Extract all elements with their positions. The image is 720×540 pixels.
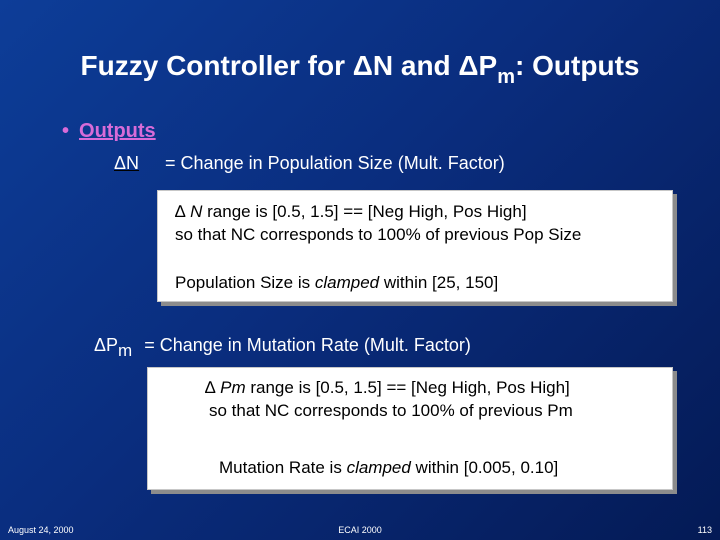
delta-n-info-box <box>157 190 673 302</box>
footer-venue: ECAI 2000 <box>338 525 382 535</box>
clamp-prefix: Population Size is <box>175 273 315 292</box>
bullet-label: Outputs <box>79 120 156 142</box>
footer-page-number: 113 <box>697 525 712 535</box>
delta-glyph: ∆ <box>175 202 186 221</box>
range-text: range is [0.5, 1.5] == [Neg High, Pos High] <box>245 378 570 397</box>
clamp-suffix: within [25, 150] <box>379 273 499 292</box>
delta-n-definition <box>94 153 505 174</box>
bullet-marker: • <box>62 120 70 142</box>
delta-n-symbol: ΔN <box>114 153 140 173</box>
delta-n-clamp-line <box>175 272 498 294</box>
delta-pm-definition <box>94 335 471 360</box>
delta-n-range-line <box>175 201 527 223</box>
clamp-prefix: Mutation Rate is <box>219 458 347 477</box>
outputs-bullet <box>62 120 156 143</box>
delta-pm-info-box <box>147 367 673 490</box>
title-text: Fuzzy Controller for ΔN and ΔP <box>80 50 498 81</box>
delta-pm-nc-line: so that NC corresponds to 100% of previous Pm <box>209 401 573 420</box>
range-text: range is [0.5, 1.5] == [Neg High, Pos High] <box>202 202 527 221</box>
delta-pm-clamp-line <box>219 457 558 479</box>
delta-pm-symbol: ΔP <box>94 335 119 355</box>
slide-title <box>0 50 720 88</box>
clamp-emphasis: clamped <box>346 458 411 477</box>
delta-pm-subscript: m <box>118 341 133 360</box>
title-subscript: m <box>497 66 516 88</box>
delta-pm-description: = Change in Mutation Rate (Mult. Factor) <box>144 335 471 355</box>
range-variable: N <box>190 202 203 221</box>
clamp-emphasis: clamped <box>314 273 380 292</box>
footer-date: August 24, 2000 <box>8 525 74 535</box>
clamp-suffix: within [0.005, 0.10] <box>410 458 559 477</box>
delta-n-nc-line: so that NC corresponds to 100% of previous Pop Size <box>175 225 582 244</box>
range-variable: Pm <box>220 378 246 397</box>
delta-glyph: ∆ <box>205 378 216 397</box>
delta-pm-range-line <box>205 377 570 399</box>
delta-n-description: = Change in Population Size (Mult. Factor) <box>165 153 505 173</box>
title-suffix: : Outputs <box>515 50 640 81</box>
